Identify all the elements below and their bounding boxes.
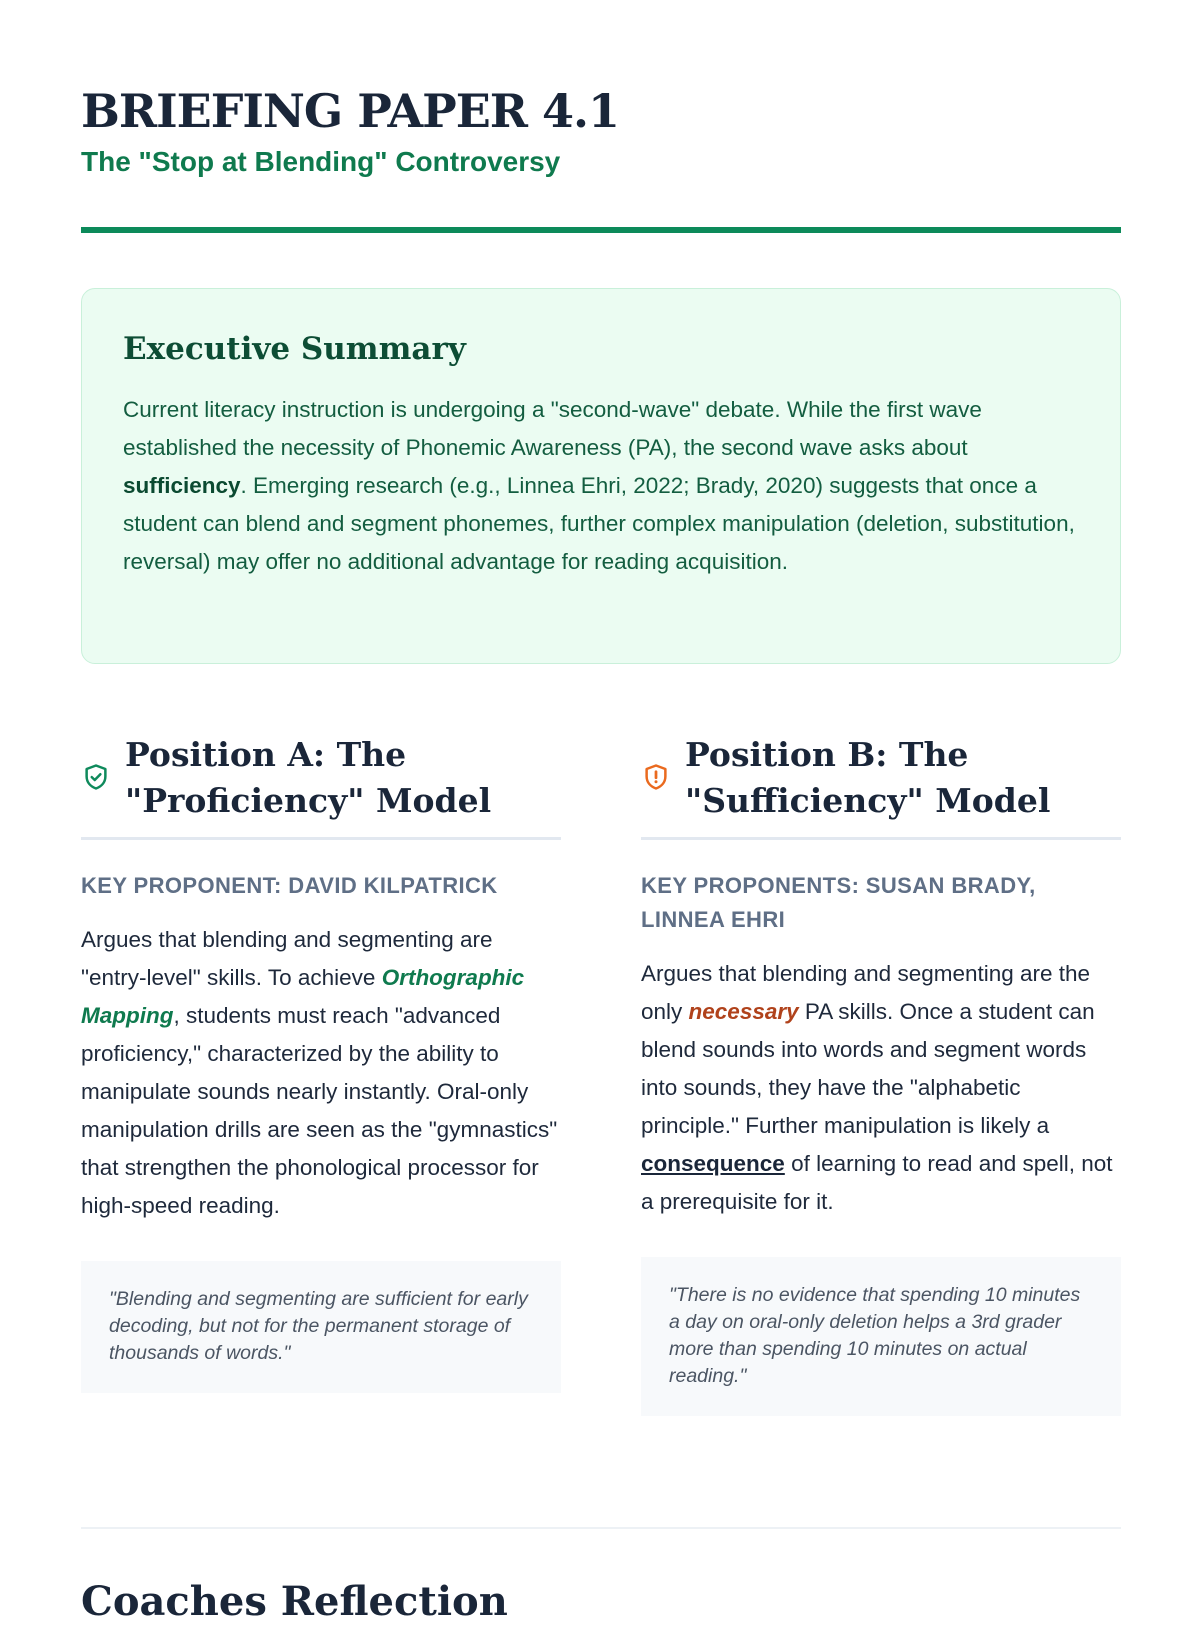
title-divider	[81, 227, 1121, 233]
summary-text-end: . Emerging research (e.g., Linnea Ehri, 2022; Brady, 2020) suggests that once a student can blend and segment phonemes, further complex manipulation (deletion, substitution, reversal) may offer no additional advantage for reading acquisition.	[123, 473, 1075, 574]
position-b-proponent: KEY PROPONENTS: SUSAN BRADY, LINNEA EHRI	[641, 873, 1036, 932]
summary-emphasis: sufficiency	[123, 473, 241, 498]
summary-text-start: Current literacy instruction is undergoing a "second-wave" debate. While the first wave established the necessity of Phonemic Awareness (PA), the second wave asks about	[123, 397, 982, 460]
position-b-column	[641, 728, 1121, 1416]
position-b-body-start: Argues that blending and segmenting are the only	[641, 961, 1091, 1024]
section-divider	[81, 1527, 1121, 1529]
position-a-key-term: Orthographic Mapping	[81, 965, 525, 1028]
position-a-body	[81, 921, 561, 1225]
position-b-body-end: of learning to read and spell, not a prerequisite for it.	[641, 1151, 1113, 1214]
position-b-quote: "There is no evidence that spending 10 minutes a day on oral-only deletion helps a 3rd grader more than spending 10 minutes on actual reading."	[641, 1257, 1121, 1416]
position-a-title: Position A: The "Proficiency" Model	[125, 735, 492, 820]
page-title: BRIEFING PAPER 4.1	[81, 84, 620, 138]
position-a-header	[81, 728, 561, 840]
position-a-proponent: KEY PROPONENT: DAVID KILPATRICK	[81, 873, 498, 898]
shield-check-icon	[81, 762, 111, 792]
page-subtitle: The "Stop at Blending" Controversy	[81, 146, 561, 177]
position-b-header	[641, 728, 1121, 840]
position-a-column	[81, 728, 561, 1393]
position-b-body	[641, 955, 1121, 1221]
position-b-title: Position B: The "Sufficiency" Model	[685, 735, 1051, 820]
position-b-underlined-term: consequence	[641, 1151, 785, 1176]
position-b-body-middle: PA skills. Once a student can blend sounds into words and segment words into sounds, they have the "alphabetic principle." Further manipulation is likely a	[641, 999, 1095, 1138]
executive-summary-box	[81, 288, 1121, 664]
executive-summary-heading: Executive Summary	[123, 331, 466, 367]
next-section-heading: Coaches Reflection	[81, 1578, 508, 1625]
position-a-body-end: , students must reach "advanced proficiency," characterized by the ability to manipulate sounds nearly instantly. Oral-only manipulation drills are seen as the "gymnastics" that strengthen the phonological processor for high-speed reading.	[81, 1003, 558, 1218]
shield-alert-icon	[641, 762, 671, 792]
executive-summary-text	[123, 391, 1080, 581]
position-a-quote: "Blending and segmenting are sufficient for early decoding, but not for the permanent storage of thousands of words."	[81, 1261, 561, 1393]
position-a-body-start: Argues that blending and segmenting are "entry-level" skills. To achieve	[81, 927, 493, 990]
position-b-key-term: necessary	[688, 999, 799, 1024]
